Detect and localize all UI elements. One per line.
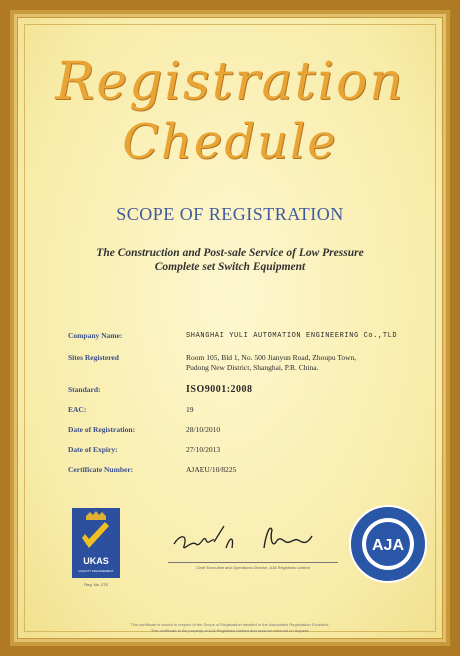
scope-heading: SCOPE OF REGISTRATION [116, 204, 344, 224]
ukas-logo [72, 508, 120, 578]
field-company-value: SHANGHAI YULI AUTOMATION ENGINEERING Co.,TLD [186, 332, 398, 340]
field-sites-label: Sites Registered [68, 353, 119, 362]
aja-seal [348, 504, 428, 584]
ukas-logo-text: UKAS [83, 556, 109, 566]
scope-text-line-2: Complete set Switch Equipment [154, 261, 306, 273]
field-eac-label: EAC: [68, 405, 87, 414]
field-date-expiry-label: Date of Expiry: [68, 445, 118, 454]
field-date-expiry-value: 27/10/2013 [186, 445, 221, 454]
field-date-registration-label: Date of Registration: [68, 425, 136, 434]
field-eac-value: 19 [186, 405, 194, 414]
title-line-2: Chedule [122, 114, 338, 170]
signature-caption: Chief Executive and Operations Director, AJA Registrars Limited [196, 565, 310, 570]
scope-text-line-1: The Construction and Post-sale Service of Low Pressure [96, 247, 364, 259]
footer-line-2: This certificate is the property of AJA Registrars Limited and must be returned on request. [150, 628, 310, 633]
ukas-logo-sub: QUALITY MANAGEMENT [78, 569, 114, 573]
field-certificate-number-label: Certificate Number: [68, 465, 134, 474]
field-standard-label: Standard: [68, 385, 101, 394]
scope-text [48, 246, 412, 274]
field-company-label: Company Name: [68, 331, 123, 340]
signature-line [168, 562, 338, 563]
field-sites-line-2: Pudong New District, Shanghai, P.R. China. [186, 363, 319, 372]
footer-line-1: This certificate is issued in respect of the Scope of Registration detailed in the Associated Registration Schedule. [130, 622, 330, 627]
signature [168, 518, 338, 558]
aja-seal-text: AJA [371, 537, 405, 554]
field-standard-value: ISO9001:2008 [186, 384, 253, 395]
field-certificate-number-value: AJAEU/10/8225 [186, 465, 237, 474]
ukas-reg-number: Reg. No. 275 [84, 582, 108, 587]
certificate-paper [18, 18, 442, 638]
field-sites-value [186, 353, 412, 373]
title-line-1: Registration [55, 52, 405, 112]
footer-note [58, 622, 402, 634]
field-sites-line-1: Room 105, Bld 1, No. 500 Jianyun Road, Zhoupu Town, [186, 353, 357, 362]
field-date-registration-value: 28/10/2010 [186, 425, 221, 434]
